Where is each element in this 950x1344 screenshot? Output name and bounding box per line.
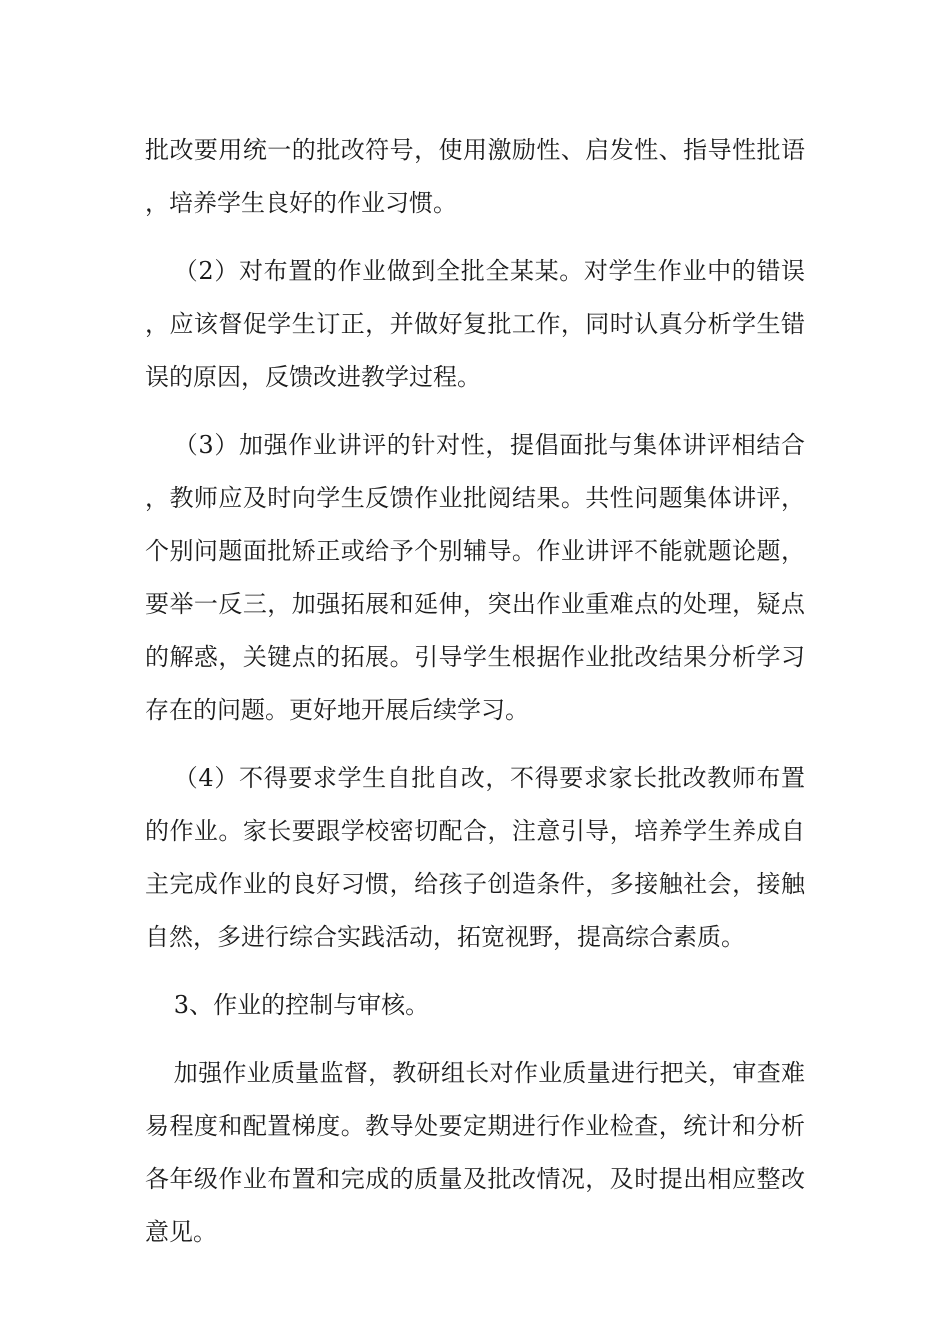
paragraph-item-4: （4）不得要求学生自批自改，不得要求家长批改教师布置的作业。家长要跟学校密切配合，注意引导，培养学生养成自主完成作业的良好习惯，给孩子创造条件，多接触社会，接触自然，多进行综合实践活动，拓宽视野，提高综合素质。 — [145, 764, 805, 951]
paragraph-section-3-body: 加强作业质量监督，教研组长对作业质量进行把关，审查难易程度和配置梯度。教导处要定期进行作业检查，统计和分析各年级作业布置和完成的质量及批改情况，及时提出相应整改意见。 — [145, 1059, 805, 1246]
section-3-heading: 3、作业的控制与审核。 — [173, 991, 430, 1019]
paragraph-item-2: （2）对布置的作业做到全批全某某。对学生作业中的错误，应该督促学生订正，并做好复批工作，同时认真分析学生错误的原因，反馈改进教学过程。 — [145, 257, 805, 391]
paragraph-continuation: 批改要用统一的批改符号，使用激励性、启发性、指导性批语，培养学生良好的作业习惯。 — [145, 136, 805, 217]
paragraph-item-3: （3）加强作业讲评的针对性，提倡面批与集体讲评相结合，教师应及时向学生反馈作业批阅结果。共性问题集体讲评，个别问题面批矫正或给予个别辅导。作业讲评不能就题论题，要举一反三，加强拓展和延伸，突出作业重难点的处理，疑点的解惑，关键点的拓展。引导学生根据作业批改结果分析学习存在的问题。更好地开展后续学习。 — [145, 431, 805, 724]
document-body — [145, 124, 805, 1274]
